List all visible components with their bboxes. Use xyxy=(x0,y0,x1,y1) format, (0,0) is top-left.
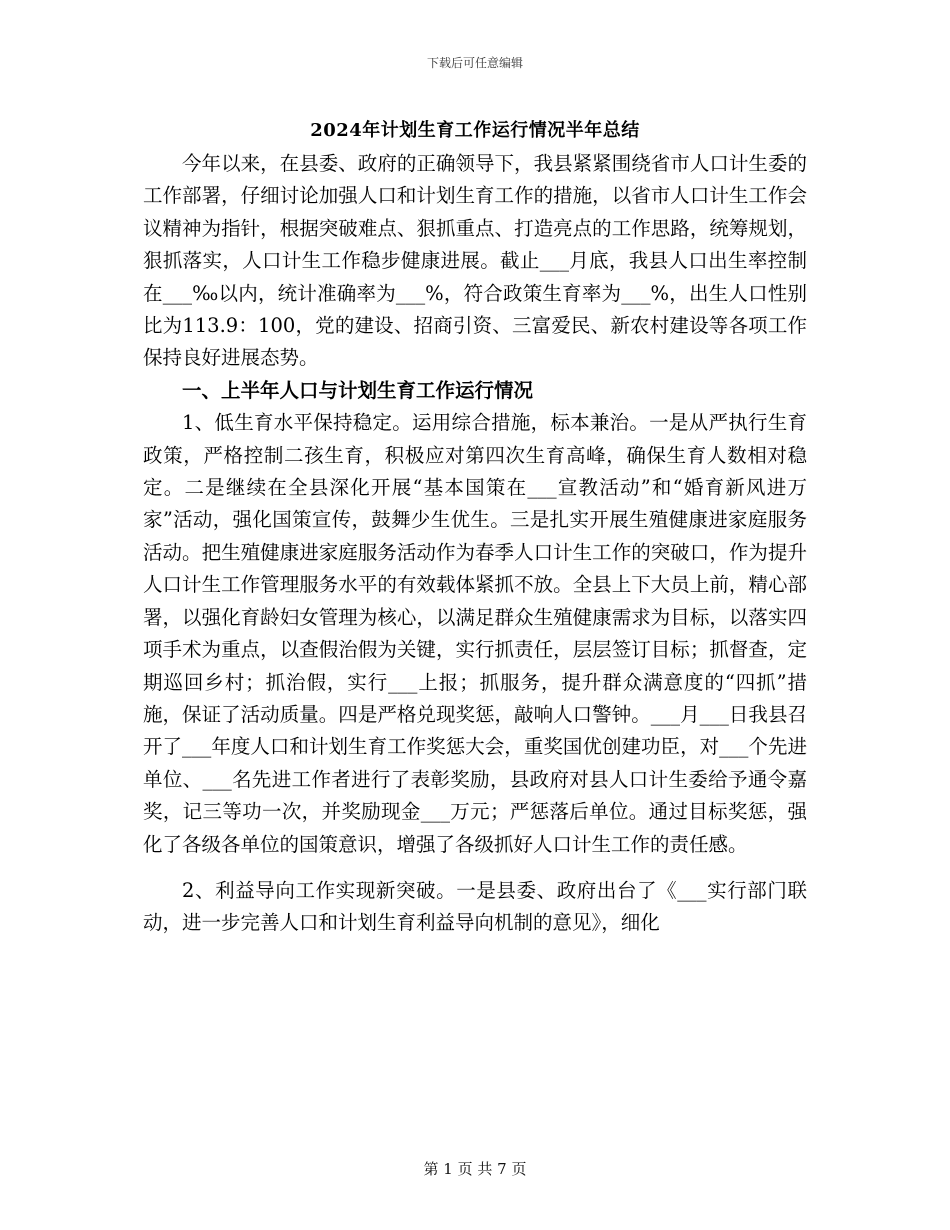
section-heading: 一、上半年人口与计划生育工作运行情况 xyxy=(182,378,534,402)
page-header-note: 下载后可任意编辑 xyxy=(426,56,523,70)
page-number: 第 1 页 共 7 页 xyxy=(423,1160,527,1178)
paragraph-intro: 今年以来，在县委、政府的正确领导下，我县紧紧围绕省市人口计生委的工作部署，仔细讨论加强人口和计划生育工作的措施，以省市人口计生工作会议精神为指针，根据突破难点、狠抓重点、打造亮点的工作思路，统筹规划，狠抓落实，人口计生工作稳步健康进展。截止___月底，我县人口出生率控制在___‰以内，统计准确率为___%，符合政策生育率为___%，出生人口性别比为113.9：100，党的建设、招商引资、三富爱民、新农村建设等各项工作保持良好进展态势。 xyxy=(143,152,807,370)
document-body xyxy=(143,148,807,940)
paragraph-item-1: 1、低生育水平保持稳定。运用综合措施，标本兼治。一是从严执行生育政策，严格控制二孩生育，积极应对第四次生育高峰，确保生育人数相对稳定。二是继续在全县深化开展“基本国策在___宣教活动”和“婚育新风进万家”活动，强化国策宣传，鼓舞少生优生。三是扎实开展生殖健康进家庭服务活动。把生殖健康进家庭服务活动作为春季人口计生工作的突破口，作为提升人口计生工作管理服务水平的有效载体紧抓不放。全县上下大员上前，精心部署，以强化育龄妇女管理为核心，以满足群众生殖健康需求为目标，以落实四项手术为重点，以查假治假为关键，实行抓责任，层层签订目标；抓督查，定期巡回乡村；抓治假，实行___上报；抓服务，提升群众满意度的“四抓”措施，保证了活动质量。四是严格兑现奖惩，敲响人口警钟。___月___日我县召开了___年度人口和计划生育工作奖惩大会，重奖国优创建功臣，对___个先进单位、___名先进工作者进行了表彰奖励，县政府对县人口计生委给予通令嘉奖，记三等功一次，并奖励现金___万元；严惩落后单位。通过目标奖惩，强化了各级各单位的国策意识，增强了各级抓好人口计生工作的责任感。 xyxy=(143,411,807,856)
paragraph-item-2: 2、利益导向工作实现新突破。一是县委、政府出台了《___实行部门联动，进一步完善人口和计划生育利益导向机制的意见》，细化 xyxy=(143,878,807,935)
document-title: 2024年计划生育工作运行情况半年总结 xyxy=(310,120,640,141)
